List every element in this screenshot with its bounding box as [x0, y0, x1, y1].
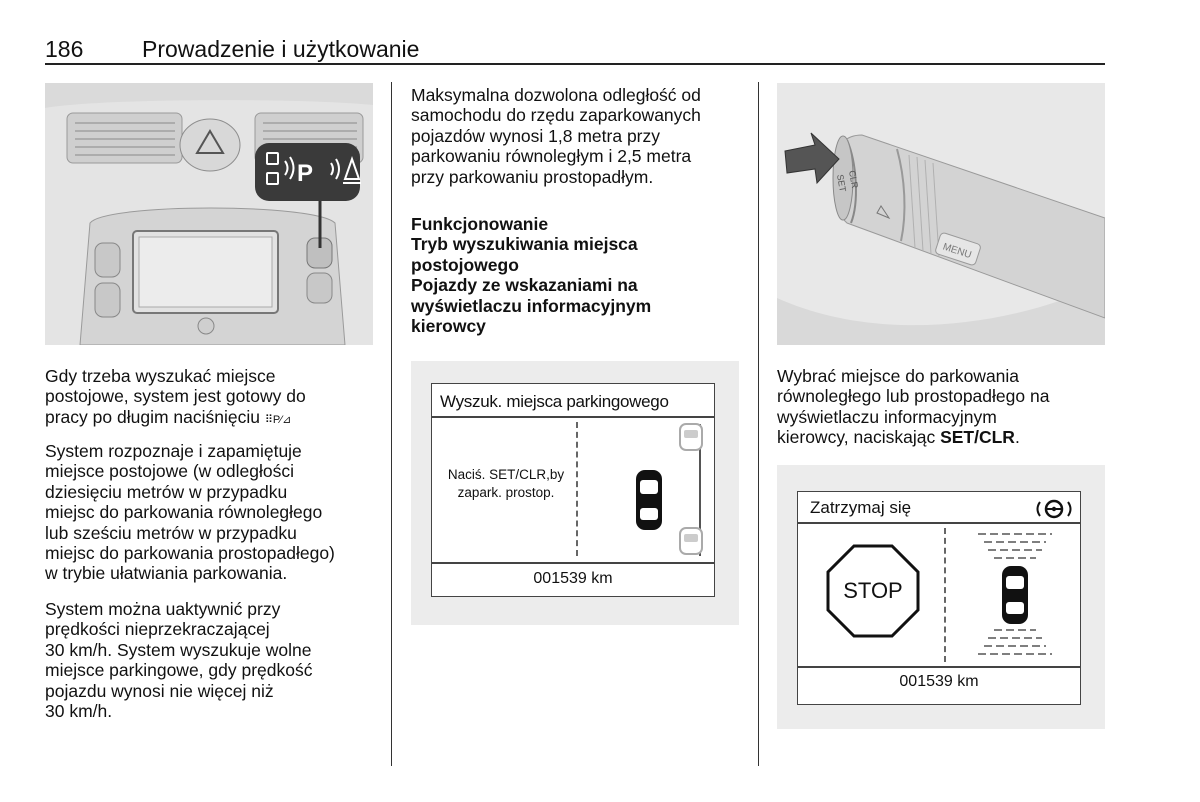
- heading-line: postojowego: [411, 254, 519, 275]
- odometer-reading: 001539 km: [899, 673, 979, 690]
- display-divider: [798, 522, 1080, 524]
- display-title: Zatrzymaj się: [810, 498, 912, 517]
- text-line: lub sześciu metrów w przypadku: [45, 522, 297, 543]
- page-number: 186: [45, 36, 84, 62]
- display-stop-illustration: [777, 465, 1105, 729]
- text-line: prędkości nieprzekraczającej: [45, 619, 270, 640]
- display-title: Wyszuk. miejsca parkingowego: [440, 392, 669, 411]
- text-line: miejsce postojowe (w odległości: [45, 461, 294, 482]
- lever-set-label: SET: [835, 173, 848, 193]
- lever-clr-label: CLR: [847, 169, 861, 190]
- text-line: postojowe, system jest gotowy do: [45, 386, 306, 407]
- display-dashed-separator: [944, 528, 946, 662]
- text-fragment: kierowcy, naciskając: [777, 427, 936, 448]
- text-line: pojazdów wynosi 1,8 metra przy: [411, 125, 660, 146]
- dashboard-illustration: [45, 83, 373, 345]
- text-line: 30 km/h.: [45, 701, 113, 722]
- text-line: samochodu do rzędu zaparkowanych: [411, 105, 701, 126]
- text-line: miejsc do parkowania prostopadłego): [45, 543, 335, 564]
- column-divider-1: [391, 82, 392, 766]
- text-line: [45, 407, 380, 430]
- display-dashed-separator: [576, 422, 578, 556]
- text-line: Maksymalna dozwolona odległość od: [411, 85, 701, 105]
- set-clr-term: SET/CLR: [940, 427, 1015, 448]
- text-line: Wybrać miejsce do parkowania: [777, 366, 1020, 386]
- text-fragment: .: [1014, 427, 1020, 448]
- stop-sign-icon: [826, 544, 920, 638]
- paragraph-select-space: [777, 366, 1105, 448]
- text-line: przy parkowaniu prostopadłym.: [411, 166, 654, 187]
- text-line: parkowaniu równoległym i 2,5 metra: [411, 146, 692, 167]
- paragraph-distance: [411, 85, 751, 187]
- section-heading: [411, 214, 751, 336]
- lever-illustration: [777, 83, 1105, 345]
- paragraph-activation: [45, 366, 380, 430]
- stop-sign-text: STOP: [843, 578, 903, 603]
- page-header: [45, 36, 1105, 66]
- parking-scene-icon: [622, 420, 714, 560]
- display-divider: [432, 416, 714, 418]
- paragraph-speed-limit: [45, 599, 380, 721]
- parking-sensors-icon: [970, 530, 1060, 662]
- text-line: [777, 427, 1105, 447]
- text-line: równoległego lub prostopadłego na: [777, 386, 1050, 407]
- text-line: pojazdu wynosi nie więcej niż: [45, 680, 274, 701]
- text-line: System rozpoznaje i zapamiętuje: [45, 441, 302, 461]
- heading-line: Pojazdy ze wskazaniami na: [411, 275, 638, 296]
- display-divider: [798, 666, 1080, 668]
- display-divider: [432, 562, 714, 564]
- message-line: zapark. prostop.: [457, 485, 555, 500]
- text-line: dziesięciu metrów w przypadku: [45, 481, 288, 502]
- steering-assist-icon: [1034, 498, 1074, 520]
- message-line: Naciś. SET/CLR,by: [447, 467, 565, 482]
- text-line: 30 km/h. System wyszukuje wolne: [45, 639, 312, 660]
- header-rule: [45, 63, 1105, 65]
- dashboard-drawing: [45, 83, 373, 345]
- heading-line: wyświetlaczu informacyjnym: [411, 295, 652, 316]
- section-title: Prowadzenie i użytkowanie: [142, 36, 420, 62]
- display-search-illustration: [411, 361, 739, 625]
- lever-drawing: [777, 83, 1105, 345]
- text-line: wyświetlaczu informacyjnym: [777, 406, 997, 427]
- display-message: [436, 466, 576, 502]
- text-line: miejsce parkingowe, gdy prędkość: [45, 660, 313, 681]
- lever-menu-label: MENU: [941, 241, 973, 262]
- paragraph-detection: [45, 441, 380, 584]
- text-line: w trybie ułatwiania parkowania.: [45, 563, 288, 584]
- odometer-reading: 001539 km: [533, 570, 613, 587]
- info-display: [797, 491, 1081, 705]
- parking-button-symbol-icon: ⠿P⁄⊿: [264, 413, 292, 426]
- heading-line: kierowcy: [411, 316, 486, 337]
- heading-line: Funkcjonowanie: [411, 214, 549, 234]
- heading-line: Tryb wyszukiwania miejsca: [411, 234, 638, 255]
- text-line: System można uaktywnić przy: [45, 599, 281, 619]
- text-fragment: pracy po długim naciśnięciu: [45, 406, 260, 427]
- text-line: miejsc do parkowania równoległego: [45, 502, 323, 523]
- column-divider-2: [758, 82, 759, 766]
- svg-text:P: P: [297, 160, 314, 187]
- info-display: [431, 383, 715, 597]
- text-line: Gdy trzeba wyszukać miejsce: [45, 366, 276, 386]
